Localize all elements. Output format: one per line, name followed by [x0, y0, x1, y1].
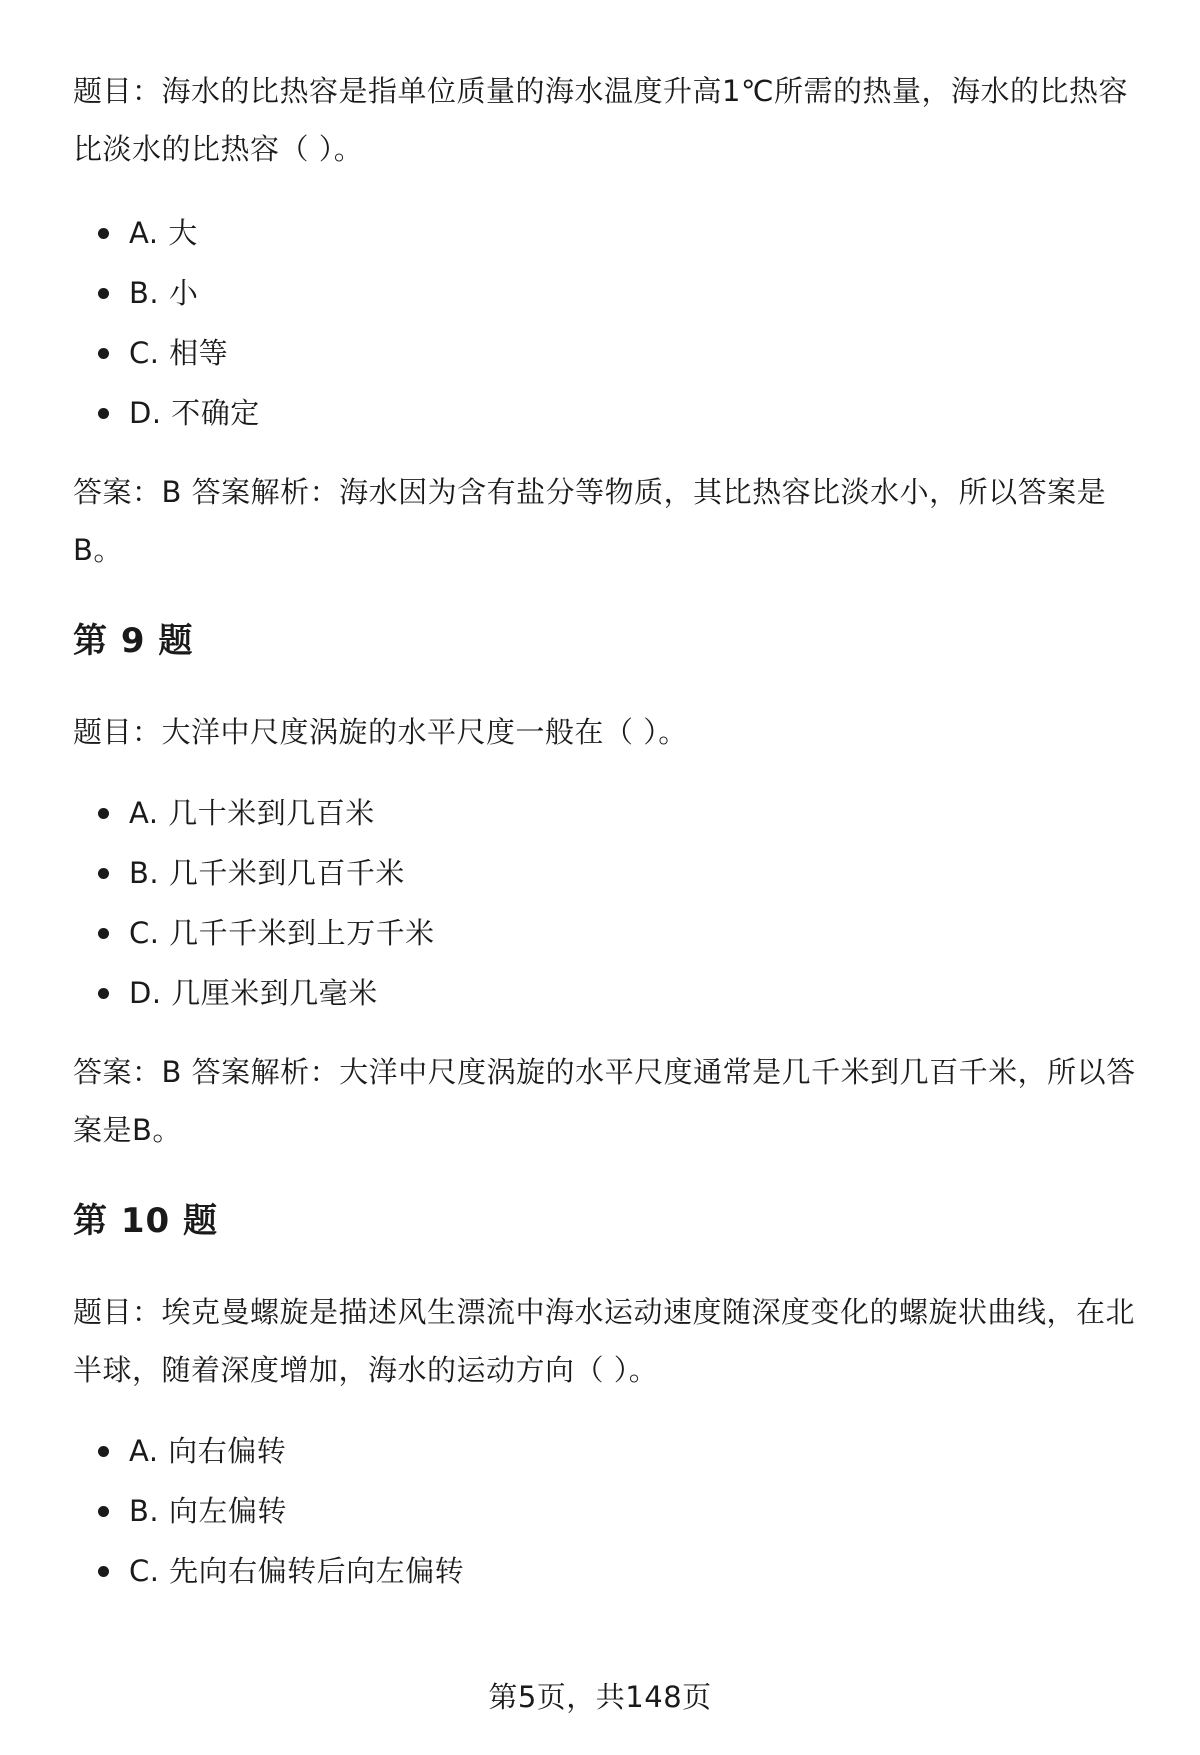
bullet-icon [98, 288, 109, 299]
option-item [73, 1481, 1153, 1541]
option-label: C. 几千千米到上万千米 [129, 916, 435, 950]
option-label: B. 小 [129, 276, 199, 310]
question-9-answer: 答案：B 答案解析：大洋中尺度涡旋的水平尺度通常是几千米到几百千米，所以答案是B。 [73, 1055, 1136, 1147]
option-item [73, 1421, 1153, 1481]
bullet-icon [98, 408, 109, 419]
option-item [73, 843, 1153, 903]
bullet-icon [98, 1506, 109, 1517]
option-label: A. 几十米到几百米 [129, 796, 375, 830]
question-9-heading: 第 9 题 [73, 621, 194, 661]
option-label: C. 相等 [129, 336, 229, 370]
page-number-footer: 第5页，共148页 [488, 1680, 712, 1714]
bullet-icon [98, 808, 109, 819]
question-10-options [73, 1421, 1153, 1601]
question-10-heading: 第 10 题 [73, 1201, 218, 1241]
option-item [73, 263, 1153, 323]
option-label: D. 不确定 [129, 396, 260, 430]
question-9-text: 题目：大洋中尺度涡旋的水平尺度一般在（ ）。 [73, 715, 688, 749]
option-label: B. 向左偏转 [129, 1494, 287, 1528]
option-item [73, 203, 1153, 263]
option-item [73, 383, 1153, 443]
question-8-answer: 答案：B 答案解析：海水因为含有盐分等物质，其比热容比淡水小，所以答案是B。 [73, 475, 1107, 567]
option-label: A. 向右偏转 [129, 1434, 287, 1468]
bullet-icon [98, 988, 109, 999]
option-item [73, 783, 1153, 843]
question-10-text: 题目：埃克曼螺旋是描述风生漂流中海水运动速度随深度变化的螺旋状曲线，在北半球，随着深度增加，海水的运动方向（ ）。 [73, 1295, 1136, 1387]
option-label: B. 几千米到几百千米 [129, 856, 405, 890]
question-8-options [73, 203, 1153, 443]
bullet-icon [98, 1446, 109, 1457]
option-item [73, 963, 1153, 1023]
option-item [73, 903, 1153, 963]
bullet-icon [98, 228, 109, 239]
document-page [73, 62, 1153, 1601]
bullet-icon [98, 928, 109, 939]
question-8-text: 题目：海水的比热容是指单位质量的海水温度升高1℃所需的热量，海水的比热容比淡水的比热容（ ）。 [73, 74, 1129, 166]
option-label: D. 几厘米到几毫米 [129, 976, 378, 1010]
bullet-icon [98, 1566, 109, 1577]
bullet-icon [98, 868, 109, 879]
option-item [73, 323, 1153, 383]
bullet-icon [98, 348, 109, 359]
option-item [73, 1541, 1153, 1601]
option-label: C. 先向右偏转后向左偏转 [129, 1554, 465, 1588]
option-label: A. 大 [129, 216, 198, 250]
question-9-options [73, 783, 1153, 1023]
